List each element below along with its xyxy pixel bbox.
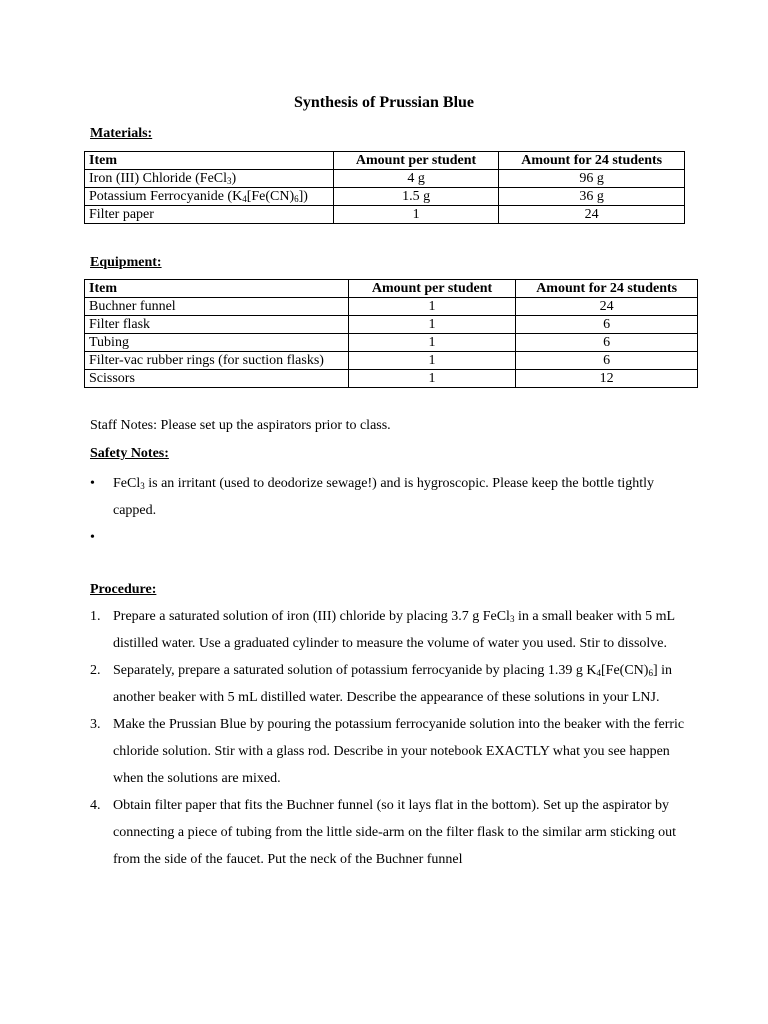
item-cell: Buchner funnel: [85, 298, 349, 316]
per-student-cell: 1: [348, 316, 516, 334]
total-cell: 24: [499, 206, 685, 224]
list-item: [90, 792, 690, 873]
bullet-icon: •: [90, 530, 95, 545]
table-row: [85, 316, 698, 334]
item-cell: Filter paper: [85, 206, 334, 224]
procedure-list: [90, 603, 690, 873]
total-cell: 12: [516, 370, 698, 388]
list-item: [90, 603, 690, 657]
step-text: Obtain filter paper that fits the Buchner funnel (so it lays flat in the bottom). Set up the aspirator by connecting a piece of tubing from the little side-arm on the filter flask to the similar arm sticking out from the side of the faucet. Put the neck of the Buchner funnel: [113, 798, 676, 867]
list-item: [90, 657, 690, 711]
item-cell: Iron (III) Chloride (FeCl$_3$): [85, 170, 334, 188]
table-row: [85, 170, 685, 188]
table-row: [85, 352, 698, 370]
table-row: [85, 334, 698, 352]
item-cell: Scissors: [85, 370, 349, 388]
item-cell: Filter flask: [85, 316, 349, 334]
bullet-icon: •: [90, 476, 95, 491]
safety-note-text: FeCl$_3$ is an irritant (used to deodorize sewage!) and is hygroscopic. Please keep the bottle tightly capped.: [113, 476, 655, 518]
per-student-cell: 1: [348, 298, 516, 316]
equipment-heading: Equipment:: [90, 255, 162, 270]
per-student-cell: 1: [348, 370, 516, 388]
item-cell: Filter-vac rubber rings (for suction flasks): [85, 352, 349, 370]
table-row: [85, 206, 685, 224]
total-cell: 6: [516, 316, 698, 334]
table-header-row: [85, 280, 698, 298]
total-cell: 36 g: [499, 188, 685, 206]
column-header-item: Item: [85, 152, 334, 170]
staff-notes: Staff Notes: Please set up the aspirators prior to class.: [90, 418, 391, 433]
table-row: [85, 370, 698, 388]
total-cell: 96 g: [499, 170, 685, 188]
document-title: Synthesis of Prussian Blue: [293, 94, 475, 111]
table-row: [85, 298, 698, 316]
table-row: [85, 188, 685, 206]
step-number: 2.: [90, 663, 101, 678]
total-cell: 24: [516, 298, 698, 316]
total-cell: 6: [516, 334, 698, 352]
safety-notes-list: [90, 470, 690, 551]
total-cell: 6: [516, 352, 698, 370]
materials-table: [84, 151, 685, 224]
step-text: Make the Prussian Blue by pouring the potassium ferrocyanide solution into the beaker with the ferric chloride solution. Stir with a glass rod. Describe in your notebook EXACTLY what you see happen when the solutions are mixed.: [113, 717, 685, 786]
procedure-heading: Procedure:: [90, 582, 157, 597]
table-header-row: [85, 152, 685, 170]
column-header-total: Amount for 24 students: [516, 280, 698, 298]
list-item: [90, 524, 690, 551]
list-item: [90, 470, 690, 524]
column-header-item: Item: [85, 280, 349, 298]
per-student-cell: 4 g: [333, 170, 499, 188]
step-number: 4.: [90, 798, 101, 813]
per-student-cell: 1: [348, 352, 516, 370]
column-header-total: Amount for 24 students: [499, 152, 685, 170]
per-student-cell: 1: [333, 206, 499, 224]
step-number: 3.: [90, 717, 101, 732]
column-header-per-student: Amount per student: [348, 280, 516, 298]
column-header-per-student: Amount per student: [333, 152, 499, 170]
equipment-table: [84, 279, 698, 388]
step-text: Separately, prepare a saturated solution of potassium ferrocyanide by placing 1.39 g $K_4[Fe(CN)_6]$ in another beaker with 5 mL distilled water. Describe the appearance of these solutions in your LNJ.: [113, 663, 672, 705]
per-student-cell: 1: [348, 334, 516, 352]
item-cell: Tubing: [85, 334, 349, 352]
safety-notes-heading: Safety Notes:: [90, 446, 169, 461]
step-text: Prepare a saturated solution of iron (III) chloride by placing 3.7 g FeCl$_3$ in a small beaker with 5 mL distilled water. Use a graduated cylinder to measure the volume of water you used. Stir to dissolve.: [113, 609, 675, 651]
materials-heading: Materials:: [90, 126, 153, 141]
list-item: [90, 711, 690, 792]
item-cell: Potassium Ferrocyanide $(K_4[Fe(CN)_6])$: [85, 188, 334, 206]
per-student-cell: 1.5 g: [333, 188, 499, 206]
step-number: 1.: [90, 609, 101, 624]
